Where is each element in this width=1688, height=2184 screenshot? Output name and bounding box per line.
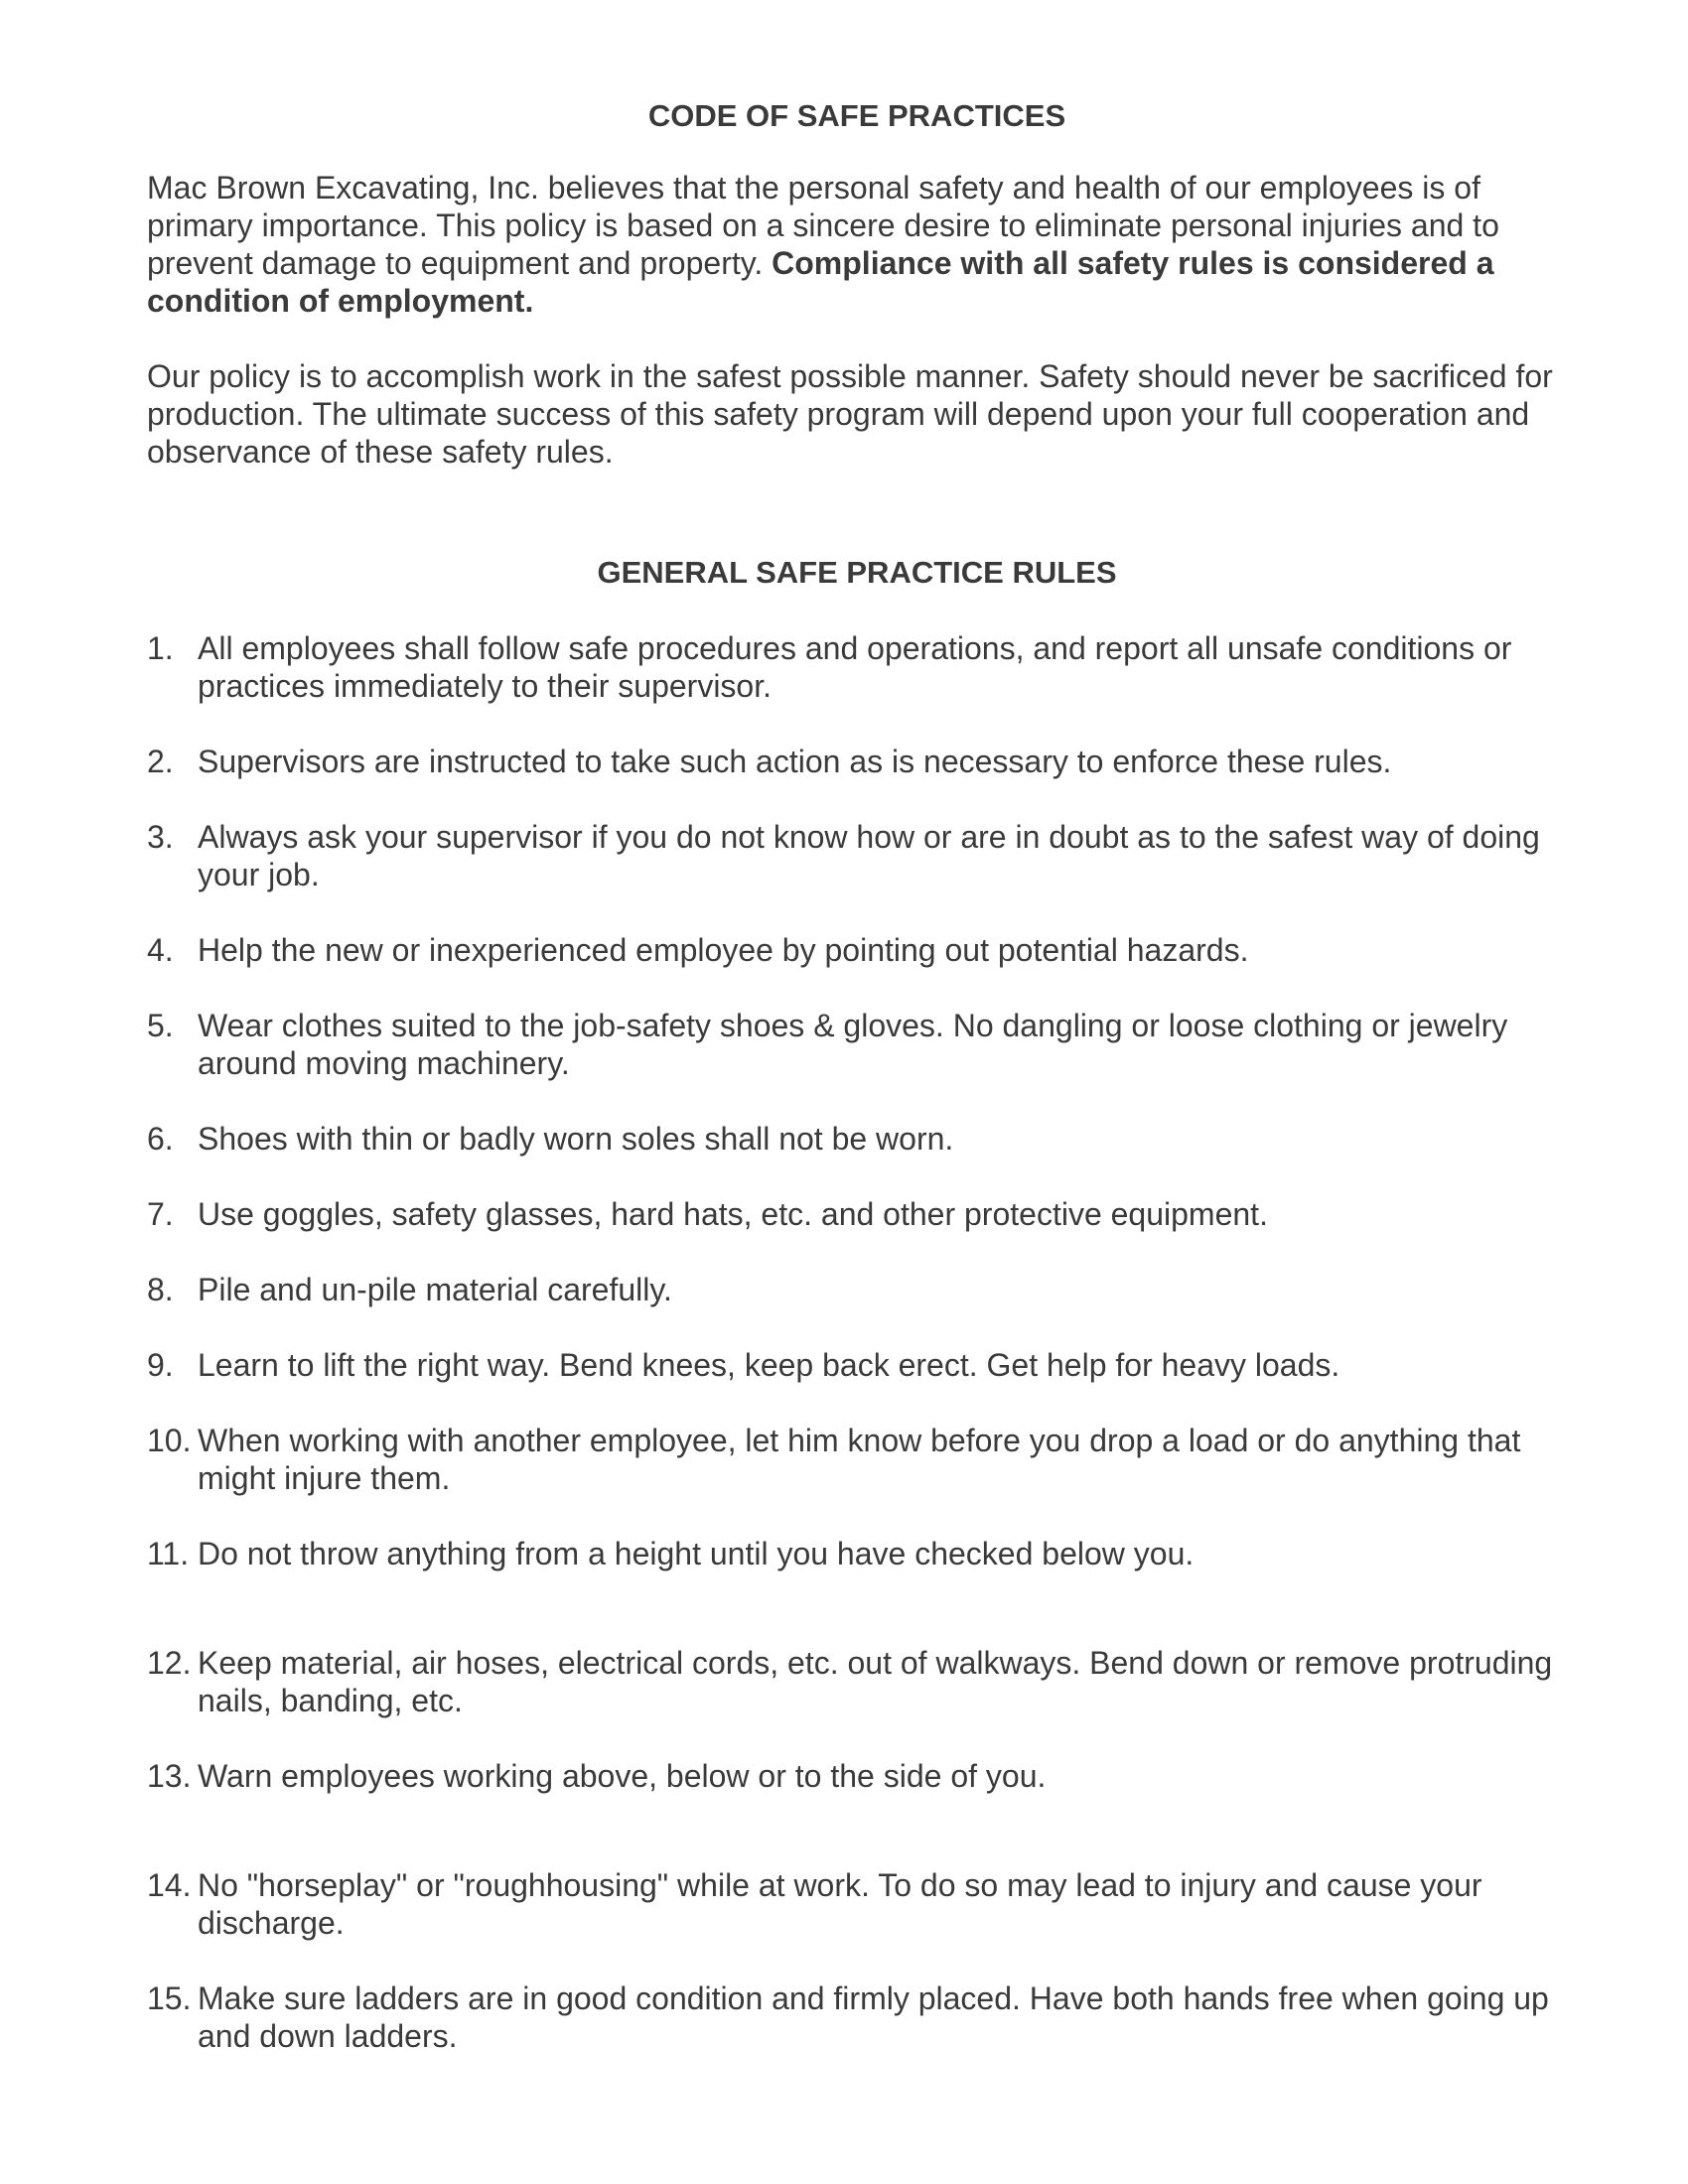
rule-number: 10. <box>147 1423 192 1458</box>
rule-item-15 <box>147 1979 1567 2055</box>
rule-item-11 <box>147 1535 1567 1572</box>
rule-item-12 <box>147 1644 1567 1719</box>
rule-number: 3. <box>147 819 174 855</box>
rule-item-4 <box>147 931 1567 969</box>
rule-item-9 <box>147 1346 1567 1384</box>
rule-item-8 <box>147 1271 1567 1308</box>
section-title: GENERAL SAFE PRACTICE RULES <box>597 555 1117 590</box>
intro-paragraph-1-text: Mac Brown Excavating, Inc. believes that the personal safety and health of our employees is of primary importance. This policy is based on a sincere desire to eliminate personal injuries and to prevent damage to equipment and property. <box>147 170 1499 281</box>
rule-text: Keep material, air hoses, electrical cords, etc. out of walkways. Bend down or remove protruding nails, banding, etc. <box>198 1645 1553 1718</box>
document-page <box>147 97 1567 2093</box>
rule-text: Help the new or inexperienced employee by pointing out potential hazards. <box>198 932 1249 968</box>
rule-item-5 <box>147 1007 1567 1082</box>
rule-number: 7. <box>147 1196 174 1232</box>
rule-number: 8. <box>147 1272 174 1307</box>
rule-text: Shoes with thin or badly worn soles shall not be worn. <box>198 1121 954 1157</box>
rule-item-3 <box>147 818 1567 893</box>
rule-number: 15. <box>147 1980 192 2016</box>
rules-list <box>147 629 1567 2055</box>
intro-paragraph-2: Our policy is to accomplish work in the safest possible manner. Safety should never be sacrificed for production. The ultimate success of this safety program will depend upon your full cooperation and observance of these safety rules. <box>147 358 1553 470</box>
rule-item-10 <box>147 1422 1567 1497</box>
rule-text: Supervisors are instructed to take such action as is necessary to enforce these rules. <box>198 744 1392 779</box>
rule-number: 6. <box>147 1121 174 1157</box>
rule-item-2 <box>147 743 1567 780</box>
rule-number: 13. <box>147 1758 192 1794</box>
rule-number: 12. <box>147 1645 192 1681</box>
rule-number: 4. <box>147 932 174 968</box>
rule-text: When working with another employee, let him know before you drop a load or do anything that might injure them. <box>198 1423 1521 1496</box>
rule-item-6 <box>147 1120 1567 1158</box>
rule-text: Pile and un-pile material carefully. <box>198 1272 672 1307</box>
rule-number: 9. <box>147 1347 174 1383</box>
rule-text: No "horseplay" or "roughhousing" while at work. To do so may lead to injury and cause your discharge. <box>198 1867 1482 1941</box>
rule-item-1 <box>147 629 1567 705</box>
rule-text: Warn employees working above, below or to the side of you. <box>198 1758 1047 1794</box>
rule-text: Wear clothes suited to the job-safety shoes & gloves. No dangling or loose clothing or jewelry around moving machinery. <box>198 1008 1508 1081</box>
intro-paragraph-1 <box>147 169 1567 320</box>
rule-number: 11. <box>147 1536 190 1571</box>
rule-number: 5. <box>147 1008 174 1043</box>
rule-item-14 <box>147 1866 1567 1942</box>
rule-text: Use goggles, safety glasses, hard hats, etc. and other protective equipment. <box>198 1196 1268 1232</box>
rule-item-7 <box>147 1195 1567 1233</box>
rule-number: 1. <box>147 630 174 666</box>
rule-text: Learn to lift the right way. Bend knees, keep back erect. Get help for heavy loads. <box>198 1347 1340 1383</box>
rule-text: All employees shall follow safe procedures and operations, and report all unsafe conditions or practices immediately to their supervisor. <box>198 630 1512 704</box>
intro-paragraph-1-bold: Compliance with all safety rules is considered a condition of employment. <box>147 245 1494 319</box>
rule-number: 2. <box>147 744 174 779</box>
rule-text: Always ask your supervisor if you do not know how or are in doubt as to the safest way of doing your job. <box>198 819 1540 892</box>
document-title: CODE OF SAFE PRACTICES <box>647 98 1066 133</box>
rule-text: Make sure ladders are in good condition and firmly placed. Have both hands free when going up and down ladders. <box>198 1980 1549 2054</box>
rule-item-13 <box>147 1757 1567 1795</box>
rule-number: 14. <box>147 1867 192 1903</box>
rule-text: Do not throw anything from a height until you have checked below you. <box>198 1536 1195 1571</box>
